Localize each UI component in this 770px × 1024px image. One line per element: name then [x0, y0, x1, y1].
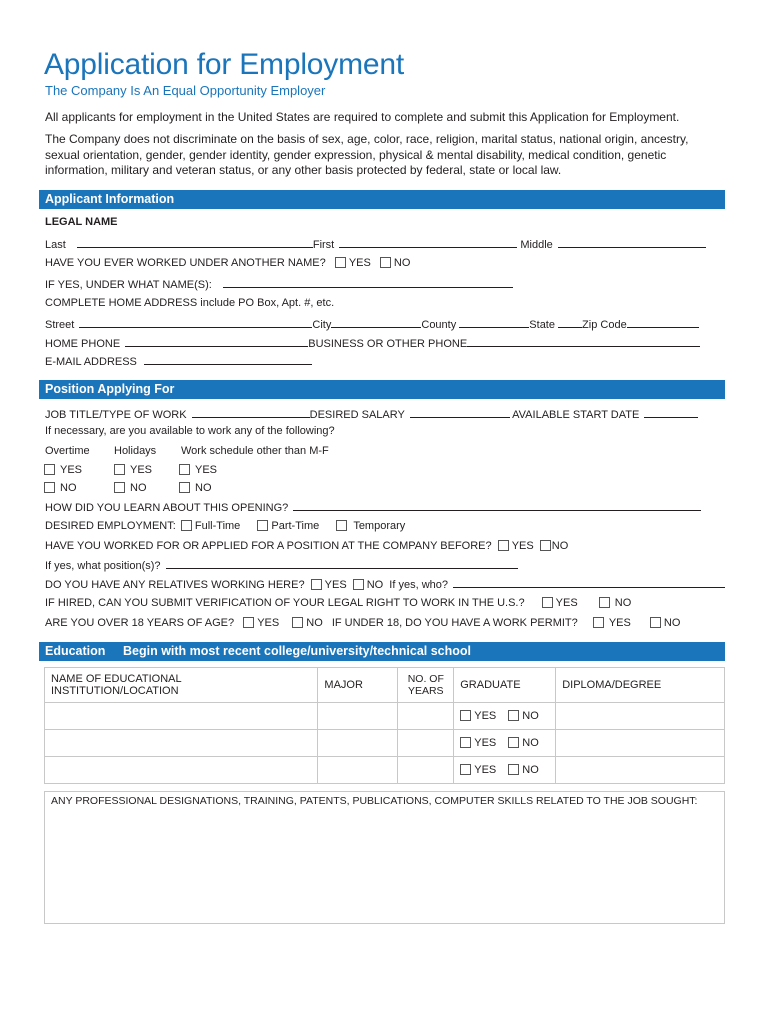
no-label: NO [60, 482, 77, 494]
county-label: County [421, 319, 457, 331]
relatives-row [45, 576, 725, 590]
overtime-label: Overtime [45, 445, 90, 457]
section-title: Education [45, 644, 106, 658]
positions-question: If yes, what position(s)? [45, 560, 161, 572]
verify-yes-checkbox[interactable] [542, 597, 553, 608]
col-years-header: NO. OF YEARS [398, 668, 454, 703]
graduate-yes-checkbox[interactable] [460, 710, 471, 721]
temporary-checkbox[interactable] [336, 520, 347, 531]
job-title-label: JOB TITLE/TYPE OF WORK [45, 409, 187, 421]
other-name-question: HAVE YOU EVER WORKED UNDER ANOTHER NAME? [45, 257, 326, 269]
part-time-checkbox[interactable] [257, 520, 268, 531]
graduate-no-checkbox[interactable] [508, 764, 519, 775]
learn-field[interactable] [293, 499, 701, 511]
section-applicant-information [39, 190, 725, 209]
col-institution-header: NAME OF EDUCATIONAL INSTITUTION/LOCATION [45, 668, 318, 703]
business-phone-field[interactable] [467, 335, 700, 347]
graduate-yes-checkbox[interactable] [460, 737, 471, 748]
desired-employment-row [45, 519, 405, 533]
relatives-who-field[interactable] [453, 576, 725, 588]
table-row [45, 757, 725, 784]
col-major-header: MAJOR [318, 668, 398, 703]
major-cell[interactable] [318, 757, 398, 784]
zip-label: Zip Code [582, 319, 627, 331]
holidays-yes [114, 463, 152, 477]
years-cell[interactable] [398, 730, 454, 757]
graduate-cell [454, 703, 556, 730]
overtime-no-checkbox[interactable] [44, 482, 55, 493]
section-education [39, 642, 725, 661]
no-label: NO [614, 597, 632, 609]
table-row [45, 703, 725, 730]
start-date-label: AVAILABLE START DATE [512, 409, 640, 421]
city-field[interactable] [331, 316, 421, 328]
schedule-yes-checkbox[interactable] [179, 464, 190, 475]
holidays-no [114, 481, 147, 495]
worked-before-row [45, 539, 568, 553]
home-phone-label: HOME PHONE [45, 338, 121, 350]
overtime-no [44, 481, 77, 495]
graduate-cell [454, 757, 556, 784]
no-label: NO [663, 617, 681, 629]
legal-name-label: LEGAL NAME [45, 216, 118, 228]
yes-label: YES [474, 764, 497, 776]
other-name-no-checkbox[interactable] [380, 257, 391, 268]
positions-field[interactable] [166, 557, 518, 569]
permit-question: IF UNDER 18, DO YOU HAVE A WORK PERMIT? [331, 617, 578, 629]
holidays-label: Holidays [114, 445, 157, 457]
first-name-field[interactable] [339, 236, 517, 248]
yes-label: YES [474, 710, 497, 722]
full-time-label: Full-Time [194, 520, 241, 532]
schedule-yes [179, 463, 217, 477]
salary-label: DESIRED SALARY [309, 409, 405, 421]
institution-cell[interactable] [45, 703, 318, 730]
schedule-no-checkbox[interactable] [179, 482, 190, 493]
worked-before-yes-checkbox[interactable] [498, 540, 509, 551]
verify-row [45, 596, 631, 610]
col-graduate-header: GRADUATE [454, 668, 556, 703]
full-time-checkbox[interactable] [181, 520, 192, 531]
street-field[interactable] [79, 316, 312, 328]
over18-no-checkbox[interactable] [292, 617, 303, 628]
holidays-no-checkbox[interactable] [114, 482, 125, 493]
temporary-label: Temporary [353, 520, 406, 532]
schedule-no [179, 481, 212, 495]
yes-label: YES [257, 617, 280, 629]
legal-name-row [45, 236, 706, 250]
yes-label: YES [608, 617, 631, 629]
home-phone-field[interactable] [125, 335, 308, 347]
years-cell[interactable] [398, 703, 454, 730]
city-label: City [312, 319, 332, 331]
age-row [45, 616, 680, 630]
state-field[interactable] [558, 316, 582, 328]
other-names-label: IF YES, UNDER WHAT NAME(S): [45, 279, 212, 291]
no-label: NO [522, 764, 539, 776]
email-row [45, 353, 312, 367]
section-title: Applicant Information [45, 192, 175, 206]
first-name-label: First [312, 239, 335, 251]
institution-cell[interactable] [45, 730, 318, 757]
worked-before-question: HAVE YOU WORKED FOR OR APPLIED FOR A POSITION AT THE COMPANY BEFORE? [45, 540, 492, 552]
yes-label: YES [195, 464, 218, 476]
permit-no-checkbox[interactable] [650, 617, 661, 628]
page-title: Application for Employment [44, 48, 404, 81]
education-table [44, 667, 725, 784]
professional-skills-box[interactable] [44, 791, 725, 924]
state-label: State [529, 319, 555, 331]
schedule-label: Work schedule other than M-F [181, 445, 329, 457]
permit-yes-checkbox[interactable] [593, 617, 604, 628]
address-row [45, 316, 699, 330]
phone-row [45, 335, 700, 349]
no-label: NO [522, 737, 539, 749]
other-names-row [45, 276, 513, 290]
relatives-no-checkbox[interactable] [353, 579, 364, 590]
other-name-yes-checkbox[interactable] [335, 257, 346, 268]
verify-no-checkbox[interactable] [599, 597, 610, 608]
table-header-row [45, 668, 725, 703]
institution-cell[interactable] [45, 757, 318, 784]
job-row [45, 406, 698, 420]
last-name-label: Last [45, 239, 66, 251]
years-cell[interactable] [398, 757, 454, 784]
other-name-row [45, 256, 410, 270]
no-label: NO [306, 617, 323, 629]
over18-yes-checkbox[interactable] [243, 617, 254, 628]
email-field[interactable] [144, 353, 312, 365]
major-cell[interactable] [318, 703, 398, 730]
diploma-cell[interactable] [556, 730, 725, 757]
yes-label: YES [60, 464, 83, 476]
street-label: Street [45, 319, 75, 331]
policy-text: The Company does not discriminate on the basis of sex, age, color, race, religion, marital status, national origin, ancestry, sexual orientation, gender, gender identity, gender expression, physical & mental disability, medical condition, genetic information, military and veteran status, or any other basis protected by federal, state or local law. [45, 132, 689, 177]
job-title-field[interactable] [192, 406, 310, 418]
zip-field[interactable] [627, 316, 699, 328]
learn-question: HOW DID YOU LEARN ABOUT THIS OPENING? [45, 502, 289, 514]
section-position-applying-for [39, 380, 725, 399]
holidays-yes-checkbox[interactable] [114, 464, 125, 475]
graduate-no-checkbox[interactable] [508, 710, 519, 721]
relatives-yes-checkbox[interactable] [311, 579, 322, 590]
no-label: NO [522, 710, 539, 722]
over18-question: ARE YOU OVER 18 YEARS OF AGE? [45, 617, 235, 629]
graduate-no-checkbox[interactable] [508, 737, 519, 748]
salary-field[interactable] [410, 406, 510, 418]
col-diploma-header: DIPLOMA/DEGREE [556, 668, 725, 703]
yes-label: YES [555, 597, 578, 609]
no-label: NO [393, 257, 411, 269]
no-label: NO [366, 579, 384, 591]
learn-row [45, 499, 701, 513]
middle-name-label: Middle [520, 239, 553, 251]
major-cell[interactable] [318, 730, 398, 757]
no-label: NO [195, 482, 212, 494]
section-note: Begin with most recent college/university/technical school [123, 644, 472, 658]
no-label: NO [551, 540, 569, 552]
yes-label: YES [511, 540, 534, 552]
business-phone-label: BUSINESS OR OTHER PHONE [308, 338, 468, 350]
address-label: COMPLETE HOME ADDRESS include PO Box, Apt. #, etc. [45, 297, 335, 309]
diploma-cell[interactable] [556, 703, 725, 730]
graduate-yes-checkbox[interactable] [460, 764, 471, 775]
other-names-field[interactable] [223, 276, 513, 288]
yes-label: YES [348, 257, 371, 269]
last-name-field[interactable] [77, 236, 313, 248]
desired-employment-label: DESIRED EMPLOYMENT: [45, 520, 176, 532]
if-yes-who-label: If yes, who? [389, 579, 448, 591]
no-label: NO [130, 482, 147, 494]
relatives-question: DO YOU HAVE ANY RELATIVES WORKING HERE? [45, 579, 305, 591]
start-date-field[interactable] [644, 406, 698, 418]
yes-label: YES [324, 579, 347, 591]
section-title: Position Applying For [45, 382, 175, 396]
verify-question: IF HIRED, CAN YOU SUBMIT VERIFICATION OF YOUR LEGAL RIGHT TO WORK IN THE U.S.? [45, 597, 525, 609]
yes-label: YES [130, 464, 153, 476]
middle-name-field[interactable] [558, 236, 706, 248]
yes-label: YES [474, 737, 497, 749]
intro-text: All applicants for employment in the United States are required to complete and submit this Application for Employment. [45, 110, 680, 124]
positions-row [45, 557, 518, 571]
professional-skills-label: ANY PROFESSIONAL DESIGNATIONS, TRAINING, PATENTS, PUBLICATIONS, COMPUTER SKILLS RELATED TO THE JOB SOUGHT: [51, 795, 698, 807]
email-label: E-MAIL ADDRESS [45, 356, 137, 368]
table-row [45, 730, 725, 757]
graduate-cell [454, 730, 556, 757]
overtime-yes-checkbox[interactable] [44, 464, 55, 475]
availability-question: If necessary, are you available to work any of the following? [45, 425, 335, 437]
page-subtitle: The Company Is An Equal Opportunity Employer [45, 83, 326, 98]
diploma-cell[interactable] [556, 757, 725, 784]
part-time-label: Part-Time [271, 520, 320, 532]
overtime-yes [44, 463, 82, 477]
county-field[interactable] [459, 316, 529, 328]
worked-before-no-checkbox[interactable] [540, 540, 551, 551]
